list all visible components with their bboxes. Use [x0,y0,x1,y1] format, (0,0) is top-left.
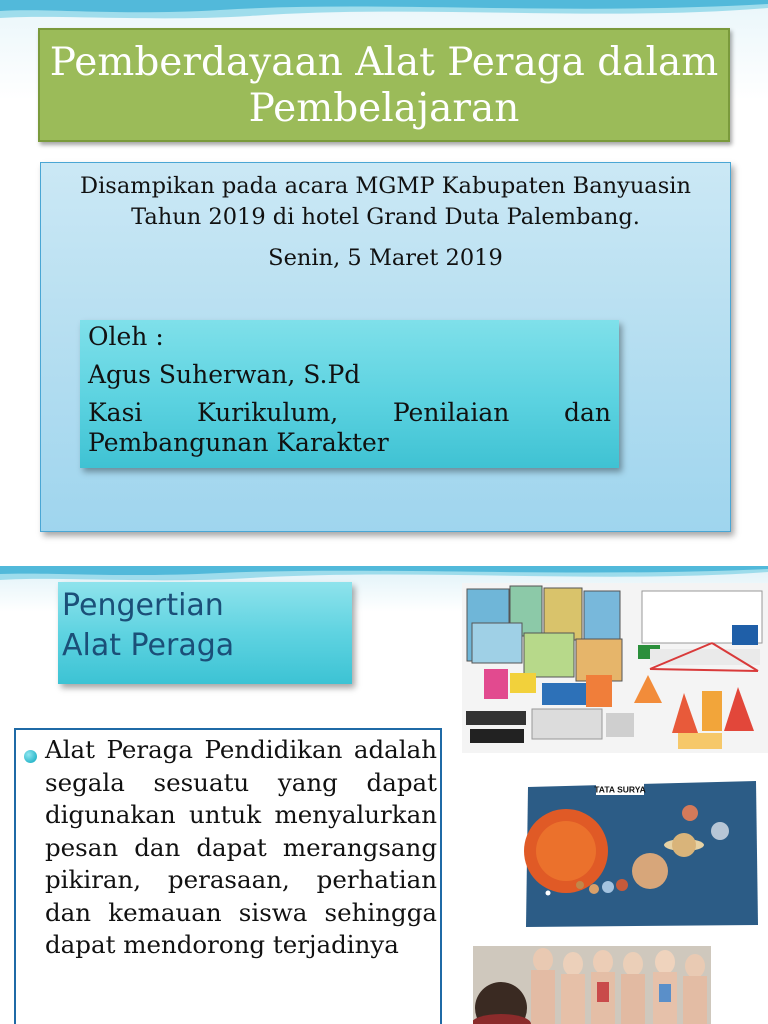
definition-text-box [14,728,442,1024]
slide-title [38,28,730,142]
section-title-line-1: Pengertian [62,588,224,623]
event-line-1: Disampikan pada acara MGMP Kabupaten Banyuasin [80,173,691,199]
definition-slide [0,566,768,1024]
definition-text: Alat Peraga Pendidikan adalah segala sesuatu yang dapat digunakan untuk menyalurkan pesan dan dapat merangsang pikiran, perasaan, perhatian dan kemauan siswa sehingga dapat mendorong terjadinya [45,735,437,959]
anatomy-models-photo [473,946,711,1024]
author-box [80,320,619,468]
author-position-line-2: Pembangunan Karakter [88,428,389,457]
solar-system-label: TATA SURYA [594,784,646,795]
event-date: Senin, 5 Maret 2019 [268,245,503,271]
section-title-line-2: Alat Peraga [62,628,235,663]
author-position-line-1: Kasi Kurikulum, Penilaian dan [88,398,611,427]
bullet-icon [24,750,37,763]
section-title [58,582,352,684]
solar-system-model-photo [524,773,760,930]
title-line-1: Pemberdayaan Alat Peraga dalam [49,40,719,85]
event-line-2: Tahun 2019 di hotel Grand Duta Palembang. [131,204,640,230]
author-by-label: Oleh : [88,322,164,351]
teaching-aids-photo [462,583,768,753]
author-name: Agus Suherwan, S.Pd [88,360,361,389]
title-line-2: Pembelajaran [248,86,520,131]
